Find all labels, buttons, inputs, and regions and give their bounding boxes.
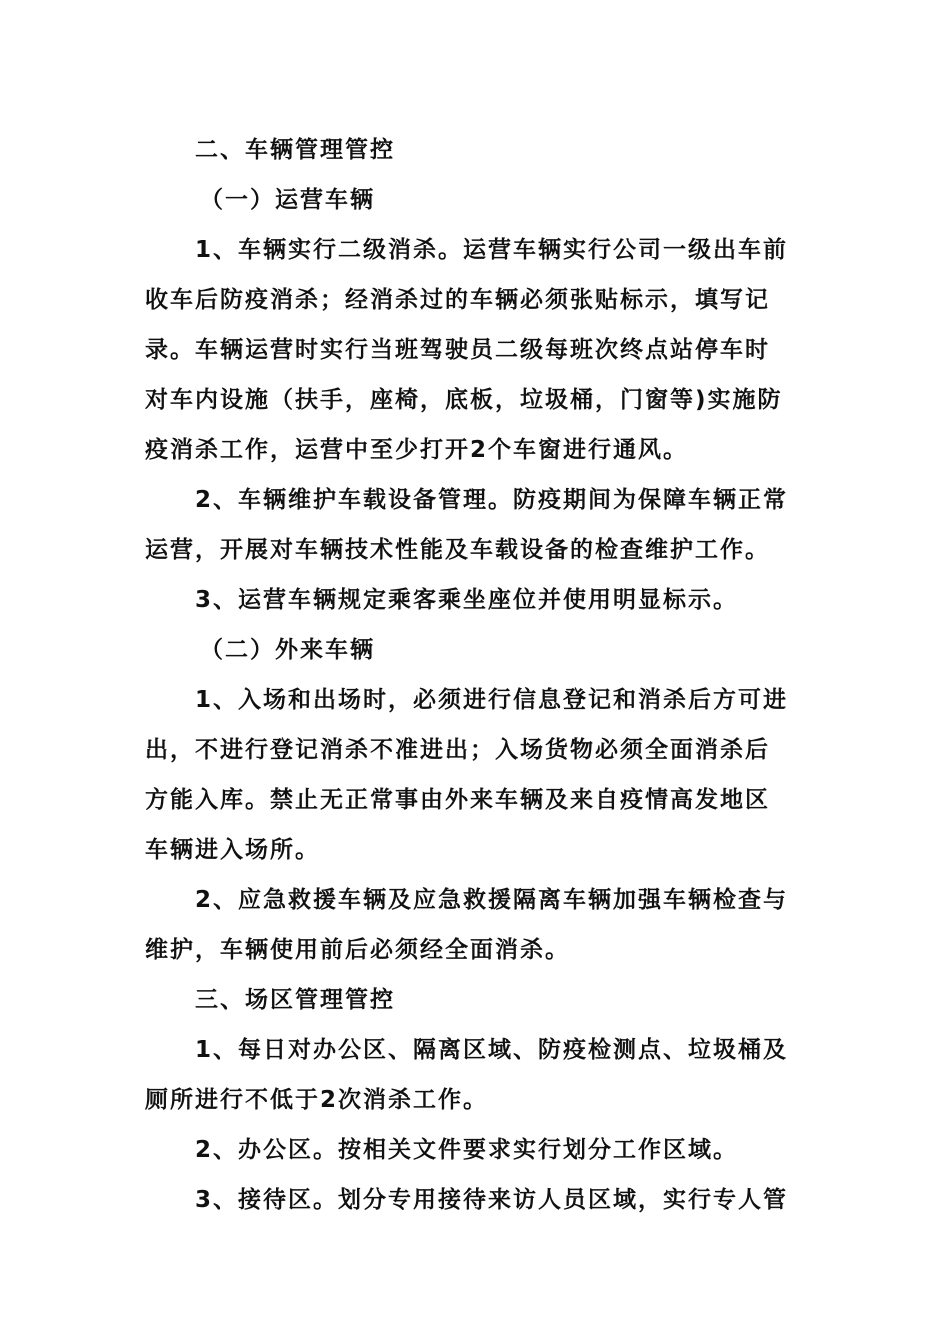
paragraph-line: 运营，开展对车辆技术性能及车载设备的检查维护工作。 [145, 537, 770, 563]
paragraph-line: 出，不进行登记消杀不准进出；入场货物必须全面消杀后 [145, 737, 770, 763]
paragraph-line: 2、车辆维护车载设备管理。防疫期间为保障车辆正常 [195, 487, 789, 513]
paragraph-line: 疫消杀工作，运营中至少打开2个车窗进行通风。 [145, 437, 689, 463]
paragraph-line: 1、入场和出场时，必须进行信息登记和消杀后方可进 [195, 687, 789, 713]
paragraph-line: 2、应急救援车辆及应急救援隔离车辆加强车辆检查与 [195, 887, 789, 913]
subsection-heading-external-vehicles: （二）外来车辆 [200, 637, 375, 663]
paragraph-line: 录。车辆运营时实行当班驾驶员二级每班次终点站停车时 [145, 337, 770, 363]
paragraph-line: 收车后防疫消杀；经消杀过的车辆必须张贴标示，填写记 [145, 287, 770, 313]
paragraph-line: 1、车辆实行二级消杀。运营车辆实行公司一级出车前 [195, 237, 789, 263]
paragraph-line: 车辆进入场所。 [145, 837, 320, 863]
paragraph-line: 厕所进行不低于2次消杀工作。 [145, 1087, 489, 1113]
section-heading-site-management: 三、场区管理管控 [195, 987, 395, 1013]
paragraph-line: 3、接待区。划分专用接待来访人员区域，实行专人管 [195, 1187, 789, 1213]
paragraph-line: 1、每日对办公区、隔离区域、防疫检测点、垃圾桶及 [195, 1037, 789, 1063]
paragraph-line: 维护，车辆使用前后必须经全面消杀。 [145, 937, 570, 963]
subsection-heading-operating-vehicles: （一）运营车辆 [200, 187, 375, 213]
paragraph-line: 对车内设施（扶手，座椅，底板，垃圾桶，门窗等)实施防 [145, 387, 783, 413]
paragraph-line: 方能入库。禁止无正常事由外来车辆及来自疫情高发地区 [145, 787, 770, 813]
paragraph-line: 2、办公区。按相关文件要求实行划分工作区域。 [195, 1137, 739, 1163]
paragraph-line: 3、运营车辆规定乘客乘坐座位并使用明显标示。 [195, 587, 739, 613]
section-heading-vehicle-management: 二、车辆管理管控 [195, 137, 395, 163]
